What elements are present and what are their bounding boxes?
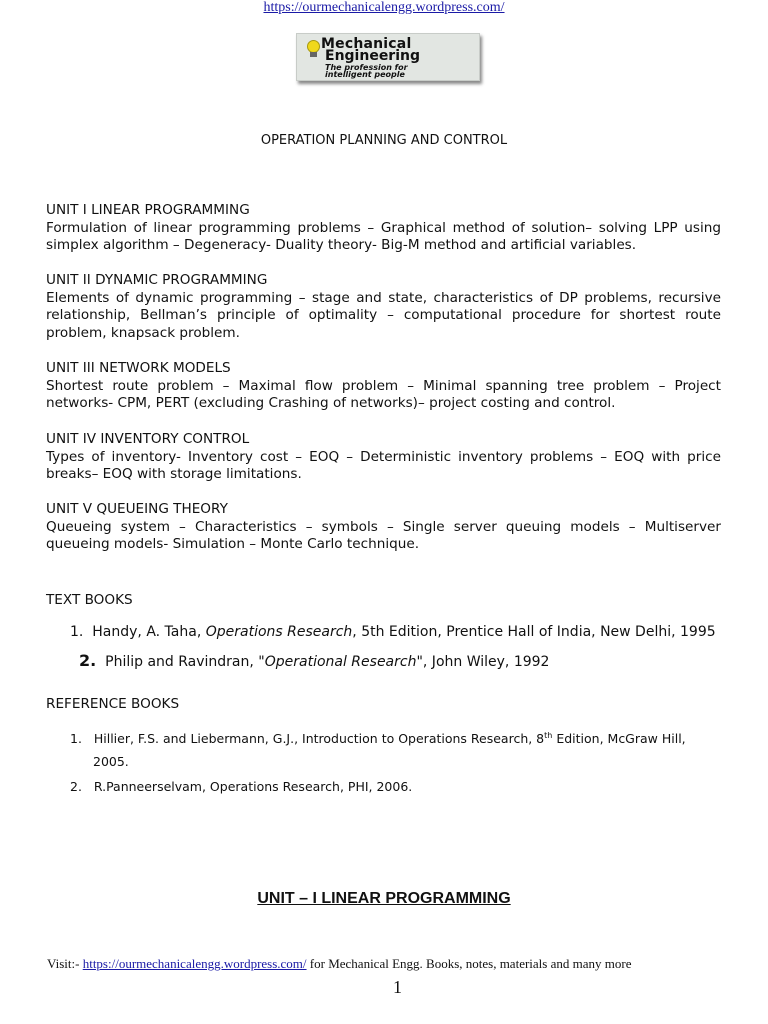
- list-number: 2.: [70, 779, 82, 794]
- reference-book-item: [70, 731, 686, 746]
- footer: [47, 956, 631, 972]
- header-url[interactable]: [0, 0, 768, 16]
- book-title: Operational Research: [264, 654, 417, 670]
- unit-body: Formulation of linear programming problems – Graphical method of solution– solving LPP using simplex algorithm – Degeneracy- Duality theory- Big-M method and artificial variables.: [46, 219, 721, 253]
- book-post: Edition, McGraw Hill,: [552, 731, 686, 747]
- unit-section: [46, 360, 721, 413]
- logo-line-3: The profession for: [325, 63, 408, 72]
- unit-heading: UNIT III NETWORK MODELS: [46, 360, 231, 376]
- book-post: , 5th Edition, Prentice Hall of India, New Delhi, 1995: [352, 624, 716, 640]
- unit-section: [46, 501, 721, 554]
- text-books-heading: TEXT BOOKS: [46, 592, 133, 608]
- reference-book-continuation: 2005.: [93, 754, 129, 769]
- header-url-link[interactable]: https://ourmechanicalengg.wordpress.com/: [263, 0, 505, 15]
- logo-line-4: intelligent people: [325, 70, 405, 79]
- unit-heading: UNIT I LINEAR PROGRAMMING: [46, 202, 250, 218]
- logo-line-1: Mechanical: [321, 36, 412, 52]
- unit-section: [46, 272, 721, 342]
- footer-prefix: Visit:-: [47, 956, 83, 971]
- unit-heading: UNIT V QUEUEING THEORY: [46, 501, 228, 517]
- unit-body: Shortest route problem – Maximal flow problem – Minimal spanning tree problem – Project networks- CPM, PERT (excluding Crashing of networks)– project costing and control.: [46, 377, 721, 411]
- page-number: 1: [393, 977, 402, 997]
- reference-books-heading: REFERENCE BOOKS: [46, 696, 180, 712]
- book-title: Operations Research: [205, 624, 353, 640]
- superscript: th: [544, 731, 553, 740]
- list-number: 1.: [70, 624, 84, 640]
- lightbulb-base-icon: [310, 52, 317, 57]
- footer-suffix: for Mechanical Engg. Books, notes, materials and many more: [306, 956, 632, 971]
- logo-line-2: Engineering: [325, 48, 420, 64]
- unit-body: Queueing system – Characteristics – symbols – Single server queuing models – Multiserver queueing models- Simulation – Monte Carlo technique.: [46, 518, 721, 552]
- unit-section: [46, 431, 721, 484]
- unit-body: Types of inventory- Inventory cost – EOQ – Deterministic inventory problems – EOQ with price breaks– EOQ with storage limitations.: [46, 448, 721, 482]
- book-pre: Handy, A. Taha,: [92, 624, 206, 640]
- book-text: R.Panneerselvam, Operations Research, PHI, 2006.: [93, 779, 413, 794]
- section-heading: UNIT – I LINEAR PROGRAMMING: [257, 890, 511, 907]
- unit-heading: UNIT II DYNAMIC PROGRAMMING: [46, 272, 268, 288]
- list-number: 2.: [79, 651, 97, 670]
- text-book-item: [70, 624, 716, 640]
- book-pre: Hillier, F.S. and Liebermann, G.J., Introduction to Operations Research, 8: [93, 731, 545, 747]
- document-title: OPERATION PLANNING AND CONTROL: [260, 133, 508, 148]
- list-number: 1.: [70, 731, 82, 747]
- book-pre: Philip and Ravindran, ": [105, 654, 265, 670]
- reference-book-item: [70, 779, 412, 794]
- unit-section: [46, 202, 721, 255]
- unit-body: Elements of dynamic programming – stage and state, characteristics of DP problems, recursive relationship, Bellman’s principle of optimality – computational procedure for shortest route problem, knapsack problem.: [46, 289, 721, 341]
- text-book-item: [79, 651, 549, 670]
- book-post: ", John Wiley, 1992: [416, 654, 550, 670]
- mechanical-engineering-logo: [296, 33, 480, 81]
- footer-url-link[interactable]: https://ourmechanicalengg.wordpress.com/: [82, 956, 307, 971]
- unit-heading: UNIT IV INVENTORY CONTROL: [46, 431, 250, 447]
